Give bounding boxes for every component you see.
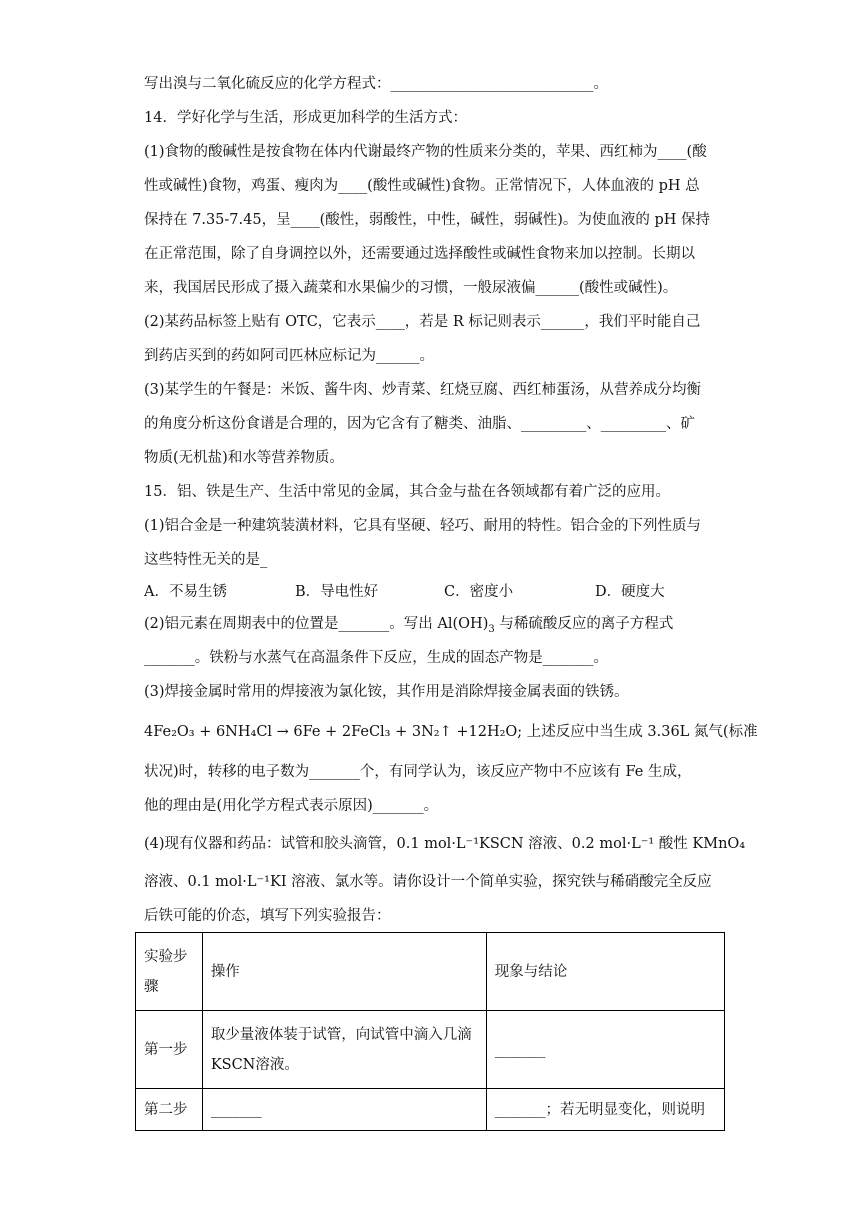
- text-line: 后铁可能的价态，填写下列实验报告：: [144, 908, 391, 924]
- table-cell: 第二步: [136, 1089, 203, 1131]
- table-cell: _______: [486, 1011, 724, 1089]
- text-line: 来，我国居民形成了摄入蔬菜和水果偏少的习惯，一般尿液偏______(酸性或碱性)。: [144, 280, 678, 296]
- table-header-row: [136, 933, 725, 1011]
- text-line: (3)某学生的午餐是：米饭、酱牛肉、炒青菜、红烧豆腐、西红柿蛋汤，从营养成分均衡: [144, 382, 702, 398]
- chemical-equation: 4Fe₂O₃ + 6NH₄Cl → 6Fe + 2FeCl₃ + 3N₂↑ +12H₂O;: [144, 724, 523, 740]
- text-line: 保持在 7.35-7.45，呈____(酸性，弱酸性，中性，碱性，弱碱性)。为使血液的 pH 保持: [144, 212, 711, 228]
- option-a: A．不易生锈: [144, 584, 227, 600]
- text-line: (3)焊接金属时常用的焊接液为氯化铵，其作用是消除焊接金属表面的铁锈。: [144, 684, 629, 700]
- text-line: (4)现有仪器和药品：试管和胶头滴管，0.1 mol·L⁻¹KSCN 溶液、0.2 mol·L⁻¹ 酸性 KMnO₄: [144, 836, 746, 852]
- text-line: 物质(无机盐)和水等营养物质。: [144, 450, 344, 466]
- text-line: 状况)时，转移的电子数为_______个，有同学认为，该反应产物中不应该有 Fe 生成，: [144, 764, 692, 780]
- text-line: (2)铝元素在周期表中的位置是_______。写出 $Al(OH)_3$ 与稀硫酸反应的离子方程式: [144, 616, 674, 635]
- text-line: 溶液、0.1 mol·L⁻¹KI 溶液、氯水等。请你设计一个简单实验，探究铁与稀硝酸完全反应: [144, 874, 712, 890]
- table-row: [136, 1011, 725, 1089]
- table-cell: _______: [202, 1089, 486, 1131]
- table-header-cell: 实验步骤: [136, 933, 203, 1011]
- text-line: 写出溴与二氧化硫反应的化学方程式：____________________________。: [144, 76, 608, 92]
- text-line: 这些特性无关的是_: [144, 552, 268, 568]
- table-cell: 取少量液体装于试管，向试管中滴入几滴KSCN溶液。: [202, 1011, 486, 1089]
- table-cell: _______；若无明显变化，则说明: [486, 1089, 724, 1131]
- table-header-cell: 操作: [202, 933, 486, 1011]
- text-line: (1)食物的酸碱性是按食物在体内代谢最终产物的性质来分类的，苹果、西红柿为____(酸: [144, 144, 707, 160]
- text-line: 的角度分析这份食谱是合理的，因为它含有了糖类、油脂、_________、_________、矿: [144, 416, 695, 432]
- equation-line: 4Fe₂O₃ + 6NH₄Cl → 6Fe + 2FeCl₃ + 3N₂↑ +12H₂O; 上述反应中当生成 3.36L 氮气(标准: [144, 724, 758, 740]
- text-line: 他的理由是(用化学方程式表示原因)_______。: [144, 798, 439, 814]
- option-b: B．导电性好: [295, 584, 379, 600]
- option-d: D．硬度大: [595, 584, 665, 600]
- text-line: (1)铝合金是一种建筑装潢材料，它具有坚硬、轻巧、耐用的特性。铝合金的下列性质与: [144, 518, 702, 534]
- text-line: 到药店买到的药如阿司匹林应标记为______。: [144, 348, 434, 364]
- option-c: C．密度小: [444, 584, 514, 600]
- table-header-cell: 现象与结论: [486, 933, 724, 1011]
- text-line: 性或碱性)食物，鸡蛋、瘦肉为____(酸性或碱性)食物。正常情况下，人体血液的 pH 总: [144, 178, 700, 194]
- text-line: _______。铁粉与水蒸气在高温条件下反应，生成的固态产物是_______。: [144, 650, 608, 666]
- table-row: [136, 1089, 725, 1131]
- text-line: (2)某药品标签上贴有 OTC，它表示____，若是 R 标记则表示______，我们平时能自己: [144, 314, 701, 330]
- table-cell: 第一步: [136, 1011, 203, 1089]
- text-line: 在正常范围，除了自身调控以外，还需要通过选择酸性或碱性食物来加以控制。长期以: [144, 246, 695, 262]
- question-15-title: 15．铝、铁是生产、生活中常见的金属，其合金与盐在各领域都有着广泛的应用。: [144, 484, 670, 500]
- question-14-title: 14．学好化学与生活，形成更加科学的生活方式：: [144, 110, 467, 126]
- experiment-report-table: [135, 932, 725, 1131]
